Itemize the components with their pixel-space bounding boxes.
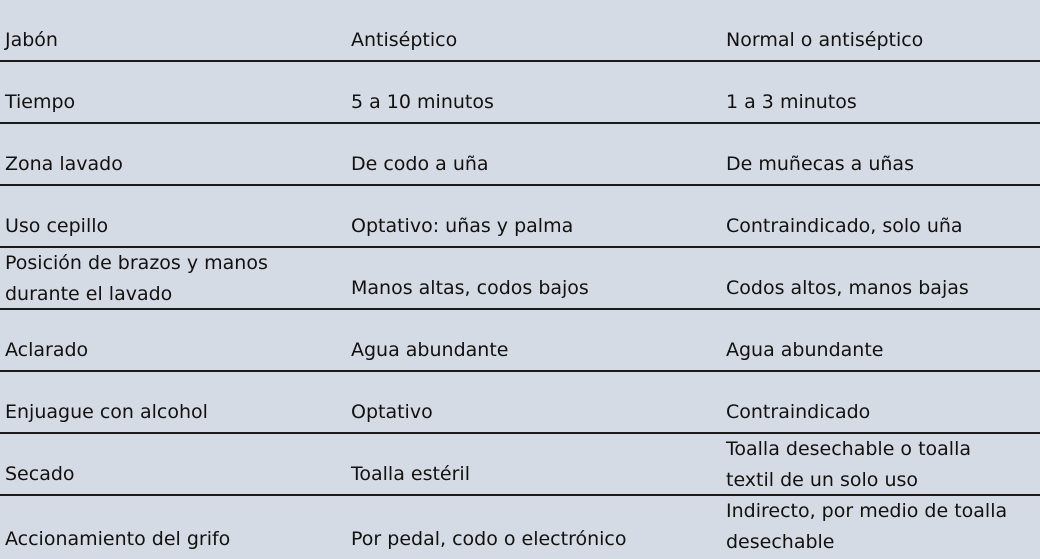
cell-text: Agua abundante [726, 339, 884, 361]
row-label-text: Jabón [5, 29, 58, 51]
table-cell [351, 310, 721, 370]
row-label-text: Posición de brazos y manos [5, 252, 268, 274]
table-cell [351, 186, 721, 246]
table-cell [726, 372, 1036, 432]
row-label [5, 434, 345, 494]
table-cell [726, 0, 1036, 60]
row-label-text: durante el lavado [5, 283, 173, 305]
cell-text: Toalla estéril [351, 463, 470, 485]
row-label [5, 372, 345, 432]
row-label [5, 124, 345, 184]
table-cell [351, 372, 721, 432]
table-row [0, 434, 1040, 496]
table-row [0, 496, 1040, 559]
cell-text: Codos altos, manos bajas [726, 277, 969, 299]
table-cell [726, 186, 1036, 246]
cell-text: Por pedal, codo o electrónico [351, 528, 627, 550]
table-row [0, 0, 1040, 62]
row-label-text: Zona lavado [5, 153, 123, 175]
row-label-text: Tiempo [5, 91, 76, 113]
cell-text: 5 a 10 minutos [351, 91, 494, 113]
row-label [5, 0, 345, 60]
cell-text: Manos altas, codos bajos [351, 277, 589, 299]
row-label-text: Enjuague con alcohol [5, 401, 208, 423]
cell-text: Toalla desechable o toalla [726, 438, 972, 460]
table-cell [726, 124, 1036, 184]
cell-text: Indirecto, por medio de toalla [726, 500, 1008, 522]
row-label [5, 496, 345, 559]
row-label [5, 186, 345, 246]
row-label-text: Accionamiento del grifo [5, 528, 231, 550]
table-cell [351, 248, 721, 308]
row-label [5, 310, 345, 370]
table-cell [726, 434, 1036, 494]
table-cell [726, 496, 1036, 559]
cell-text: desechable [726, 531, 835, 553]
table-cell [351, 434, 721, 494]
row-label-text: Aclarado [5, 339, 89, 361]
table-cell [726, 62, 1036, 122]
table-cell [351, 124, 721, 184]
table-row [0, 62, 1040, 124]
cell-text: Contraindicado, solo uña [726, 215, 963, 237]
cell-text: 1 a 3 minutos [726, 91, 857, 113]
cell-text: Optativo: uñas y palma [351, 215, 574, 237]
table-row [0, 248, 1040, 310]
cell-text: Normal o antiséptico [726, 29, 924, 51]
table-row [0, 310, 1040, 372]
table-cell [351, 62, 721, 122]
cell-text: Optativo [351, 401, 433, 423]
row-label-text: Uso cepillo [5, 215, 109, 237]
cell-text: Contraindicado [726, 401, 871, 423]
cell-text: Antiséptico [351, 29, 458, 51]
table-cell [726, 248, 1036, 308]
cell-text: Agua abundante [351, 339, 509, 361]
table-row [0, 186, 1040, 248]
row-label [5, 248, 345, 308]
cell-text: De codo a uña [351, 153, 489, 175]
row-label-text: Secado [5, 463, 75, 485]
table-cell [726, 310, 1036, 370]
table-cell [351, 496, 721, 559]
row-label [5, 62, 345, 122]
table-row [0, 372, 1040, 434]
cell-text: textil de un solo uso [726, 469, 919, 491]
table-row [0, 124, 1040, 186]
table-cell [351, 0, 721, 60]
cell-text: De muñecas a uñas [726, 153, 914, 175]
